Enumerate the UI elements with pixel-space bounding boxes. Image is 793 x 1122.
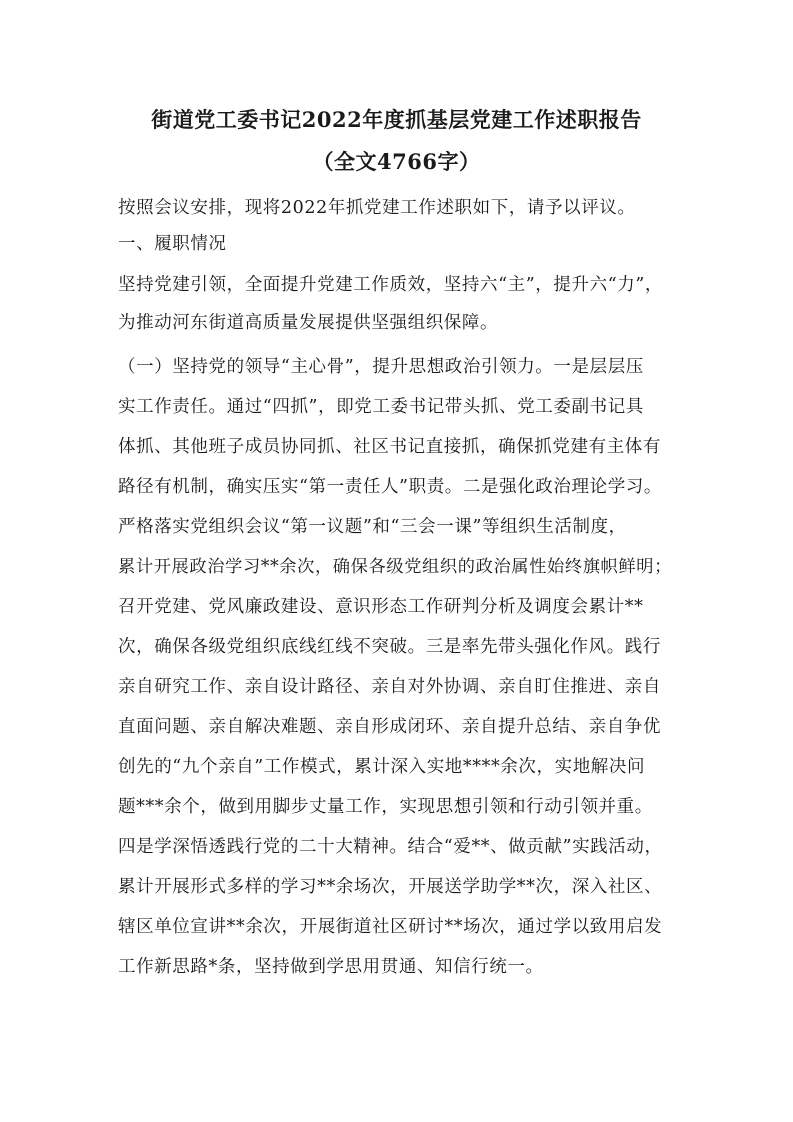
text-line: 题***余个，做到用脚步丈量工作，实现思想引领和行动引领并重。 [118, 797, 653, 817]
text-line: 路径有机制，确实压实“第一责任人”职责。二是强化政治理论学习。 [118, 477, 662, 497]
text-line: 召开党建、党风廉政建设、意识形态工作研判分析及调度会累计** [118, 597, 644, 617]
text-line: 四是学深悟透践行党的二十大精神。结合“爱**、做贡献”实践活动， [118, 837, 663, 857]
text-line: （一）坚持党的领导“主心骨”，提升思想政治引领力。一是层层压 [118, 357, 644, 377]
document-title: 街道党工委书记2022年度抓基层党建工作述职报告 [151, 107, 642, 132]
text-line: 辖区单位宣讲**余次，开展街道社区研讨**场次，通过学以致用启发 [118, 917, 663, 937]
section-heading: 一、履职情况 [118, 234, 227, 254]
text-line: 亲自研究工作、亲自设计路径、亲自对外协调、亲自盯住推进、亲自 [118, 677, 661, 697]
text-line: 实工作责任。通过“四抓”，即党工委书记带头抓、党工委副书记具 [118, 397, 644, 417]
text-line: 按照会议安排，现将2022年抓党建工作述职如下，请予以评议。 [118, 198, 636, 218]
text-line: 次，确保各级党组织底线红线不突破。三是率先带头强化作风。践行 [118, 637, 661, 657]
text-line: 累计开展形式多样的学习**余场次，开展送学助学**次，深入社区、 [118, 877, 663, 897]
text-line: 严格落实党组织会议“第一议题”和“三会一课”等组织生活制度， [118, 517, 627, 537]
text-line: 创先的“九个亲自”工作模式，累计深入实地****余次，实地解决问 [118, 757, 646, 777]
text-line: 体抓、其他班子成员协同抓、社区书记直接抓，确保抓党建有主体有 [118, 437, 661, 457]
text-line: 直面问题、亲自解决难题、亲自形成闭环、亲自提升总结、亲自争优 [118, 717, 661, 737]
text-line: 坚持党建引领，全面提升党建工作质效，坚持六“主”，提升六“力”， [118, 275, 663, 295]
document-subtitle: （全文4766字） [312, 149, 481, 174]
text-line: 工作新思路*条，坚持做到学思用贯通、知信行统一。 [118, 957, 544, 977]
text-line: 累计开展政治学习**余次，确保各级党组织的政治属性始终旗帜鲜明； [118, 557, 672, 577]
text-line: 为推动河东街道高质量发展提供坚强组织保障。 [118, 313, 499, 333]
